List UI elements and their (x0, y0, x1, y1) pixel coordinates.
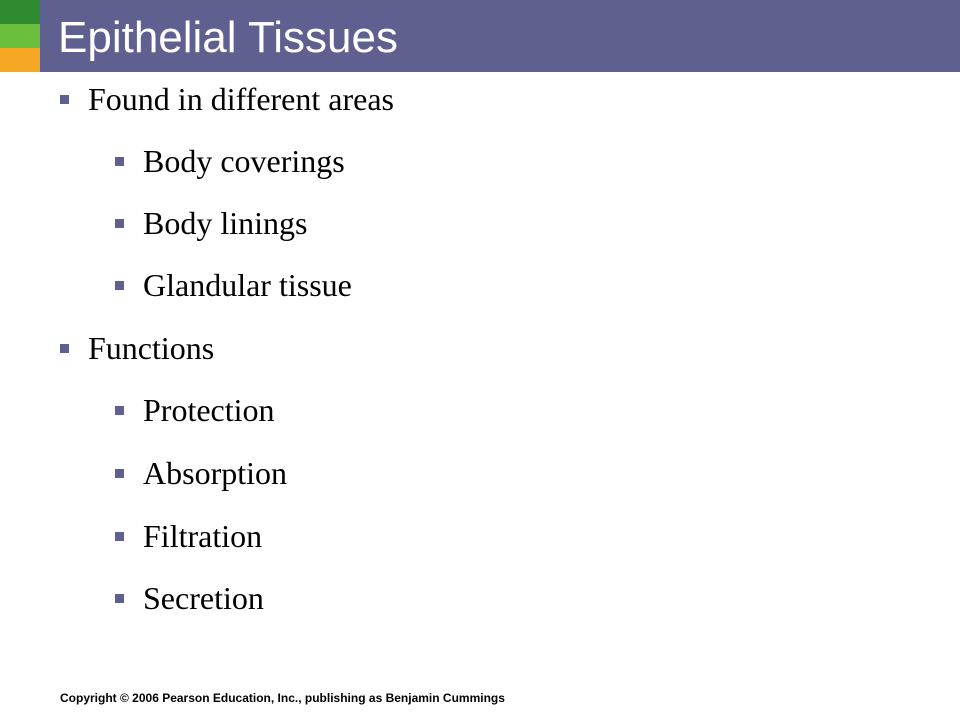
sub-bullet-item (115, 451, 287, 495)
sub-bullet-item (115, 388, 275, 432)
bullet-text: Found in different areas (88, 80, 394, 117)
sub-bullet-item (115, 139, 345, 183)
sub-bullet-item (115, 201, 307, 245)
bullet-text: Functions (88, 329, 215, 366)
sub-bullet-text: Glandular tissue (143, 266, 352, 303)
sub-bullet-text: Body coverings (143, 142, 345, 179)
square-bullet-icon (115, 281, 124, 290)
slide-title: Epithelial Tissues (58, 13, 398, 62)
square-bullet-icon (115, 469, 124, 478)
square-bullet-icon (115, 157, 124, 166)
sub-bullet-text: Body linings (143, 204, 308, 241)
sub-bullet-text: Filtration (143, 517, 263, 554)
square-bullet-icon (115, 406, 124, 415)
bullet-item (60, 77, 394, 121)
square-bullet-icon (115, 594, 124, 603)
sub-bullet-text: Secretion (143, 579, 264, 616)
sub-bullet-item (115, 514, 262, 558)
sub-bullet-text: Absorption (143, 454, 287, 491)
bullet-item (60, 326, 214, 370)
sub-bullet-text: Protection (143, 391, 275, 428)
copyright-footer: Copyright © 2006 Pearson Education, Inc., publishing as Benjamin Cummings (60, 691, 505, 705)
square-bullet-icon (60, 344, 69, 353)
square-bullet-icon (60, 95, 69, 104)
square-bullet-icon (115, 219, 124, 228)
sub-bullet-item (115, 263, 352, 307)
square-bullet-icon (115, 532, 124, 541)
sub-bullet-item (115, 576, 264, 620)
